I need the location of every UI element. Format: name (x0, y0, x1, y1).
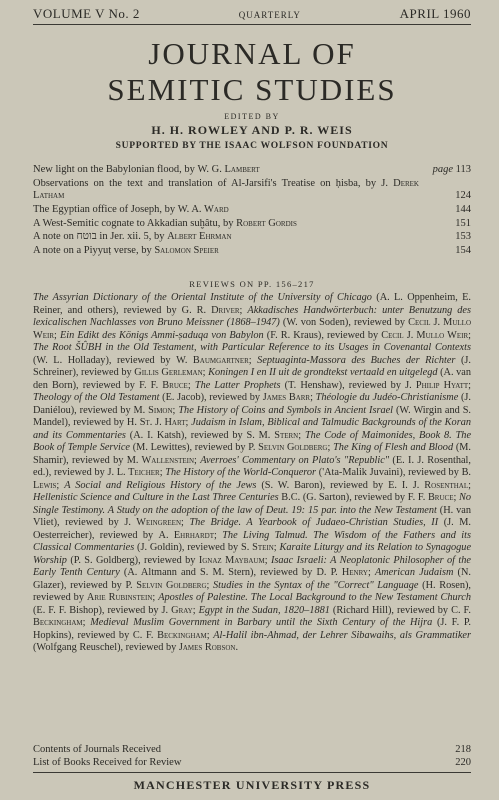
supplementary-contents (33, 743, 471, 769)
review-text: ; (192, 604, 199, 616)
volume-number: VOLUME V No. 2 (33, 6, 140, 21)
journal-title-line1: JOURNAL OF (148, 36, 356, 71)
reviewer-name: F. F. Bruce (407, 492, 454, 503)
reviewer-name: B. Lewis (33, 467, 472, 491)
article-page: 124 (455, 190, 471, 201)
review-text: (E. I. J. Rosenthal, ed.), reviewed by (33, 454, 471, 478)
reviewer-name: Ignaz Maybaum (198, 554, 265, 566)
review-book-title: Isaac Israeli: A Neoplatonic Philosopher of the Early Tenth Century (33, 554, 471, 578)
review-text: ; (202, 367, 209, 378)
review-text: (E. F. F. Bishop), reviewed by (33, 604, 162, 616)
review-text: ; (310, 392, 316, 403)
article-author: Robert Gordis (236, 217, 297, 229)
review-book-title: The Assyrian Dictionary of the Oriental Institute of the University of Chicago (33, 292, 372, 303)
reviewer-name: J. Weingreen (124, 517, 181, 528)
review-text: (N. Glazer), reviewed by (33, 567, 471, 591)
reviews-paragraph (33, 292, 471, 655)
reviewer-name: J. L. Teicher (107, 467, 160, 478)
review-text: (H. van Vliet), reviewed by (33, 504, 471, 528)
review-text: (E. Jacob), reviewed by (159, 392, 263, 403)
review-text: (Wolfgang Reuschel), reviewed by (33, 642, 179, 653)
reviewer-name: S. M. Stern (246, 429, 299, 441)
reviewer-name: James Robson (178, 642, 236, 653)
reviews-heading: REVIEWS ON PP. 156–217 (189, 279, 315, 289)
review-text: ; (327, 442, 334, 453)
review-book-title: The Bridge. A Yearbook of Judaeo-Christian Studies, II (189, 517, 439, 528)
article-title: Observations on the text and translation of Al-Jarsifi's Treatise on ḥisba, by (33, 177, 377, 189)
review-text: (J. Goldin), reviewed by (134, 542, 241, 553)
review-text: (A. L. Oppenheim, E. Reiner, and others), reviewed by (33, 292, 471, 316)
reviewer-name: W. Baumgartner (176, 354, 249, 366)
review-book-title: The History of Coins and Symbols in Ancient Israel (178, 404, 394, 416)
reviewer-name: C. F. Beckingham (132, 629, 207, 641)
review-text: (M. Shamir), reviewed by (33, 442, 471, 466)
frequency: QUARTERLY (238, 10, 301, 20)
review-text: (F. R. Kraus), reviewed by (263, 329, 382, 341)
review-text: (J. Schreiner), reviewed by (33, 354, 471, 378)
review-text: ; (367, 567, 375, 578)
reviewer-name: M. Simon (133, 404, 173, 416)
review-text: (A. Altmann and S. M. Stern), reviewed by (119, 567, 317, 578)
review-book-title: No Single Testimony. A Study on the adoption of the law of Deut. 19: 15 par. into the New Testament (33, 492, 472, 516)
reviewer-name: D. P. Henry (316, 567, 368, 578)
article-entry (33, 218, 471, 230)
review-text: ; (187, 379, 195, 391)
review-text: (P. S. Goldberg), reviewed by (66, 554, 199, 566)
article-author: W. A. Ward (177, 203, 229, 215)
review-book-title: Théologie du Judéo-Christianisme (315, 392, 459, 403)
review-text: ; (468, 379, 472, 391)
articles-list (33, 164, 471, 259)
review-text: B.C. (G. Sarton), reviewed by (278, 492, 408, 503)
review-text: (W. L. Holladay), reviewed by (33, 354, 177, 366)
reviewer-name: Gillis Gerleman (134, 367, 203, 378)
issue-header (33, 6, 471, 22)
review-text: ('Ata-Malik Juvaini), reviewed by (316, 467, 462, 478)
article-entry (33, 178, 471, 202)
review-text: (A. van den Born), reviewed by (33, 367, 471, 391)
reviewer-name: G. R. Driver (181, 304, 240, 316)
contents-entry (33, 743, 471, 756)
review-text: ; (194, 454, 201, 466)
review-text: ; (468, 329, 472, 341)
review-book-title: The Root ŠÛBH in the Old Testament, with Particular Reference to its Usages in Covenantal Contexts (33, 342, 471, 353)
review-text: ; (172, 404, 179, 416)
review-text: ; (159, 467, 166, 478)
article-title: The Egyptian office of Joseph, by (33, 203, 176, 215)
review-book-title: The King of Flesh and Blood (333, 442, 454, 453)
journal-title-line2: SEMITIC STUDIES (107, 72, 397, 107)
reviewer-name: F. F. Bruce (139, 379, 188, 391)
issue-date: APRIL 1960 (399, 6, 471, 21)
review-text: . (235, 642, 239, 653)
article-entry (33, 245, 471, 257)
article-title: A note on בוטח in Jer. xii. 5, by (33, 231, 165, 243)
review-text: ; (181, 517, 190, 528)
reviewer-name: Cecil J. Mullo Weir (381, 329, 469, 341)
header-rule (33, 24, 471, 25)
reviewer-name: Cecil J. Mullo Weir (33, 317, 471, 341)
reviewer-name: P. Selvin Goldberg (248, 442, 328, 453)
review-text: ; (468, 479, 471, 491)
review-book-title: The History of the World-Conqueror (165, 467, 317, 478)
review-text: (M. Lewittes), reviewed by (130, 442, 249, 453)
review-text: ; (206, 629, 214, 641)
article-entry (33, 231, 471, 243)
review-book-title: Judaism in Islam, Biblical and Talmudic Backgrounds of the Koran and its Commentaries (33, 417, 471, 441)
review-text: ; (152, 592, 159, 603)
contents-page: 218 (455, 744, 471, 755)
article-title: A West-Semitic cognate to Akkadian suḫâtu, by (33, 217, 234, 229)
footer-rule (33, 772, 471, 773)
review-text: ; (239, 304, 248, 316)
article-page: 153 (455, 231, 471, 243)
review-book-title: The Code of Maimonides, Book 8. The Book of Temple Service (33, 429, 472, 453)
review-book-title: A Social and Religious History of the Jews (64, 479, 257, 491)
review-book-title: Apostles of Palestine. The Local Background to the New Testament Church (158, 592, 472, 603)
reviewer-name: Arie Rubinstein (86, 592, 153, 603)
review-book-title: American Judaism (374, 567, 454, 578)
review-text: (A. I. Katsh), reviewed by (125, 429, 247, 441)
review-book-title: Karaite Liturgy and its Relation to Synagogue Worship (33, 542, 472, 566)
reviewer-name: J. Gray (161, 604, 193, 616)
article-author: Salomon Speier (154, 245, 219, 257)
review-text: ; (206, 579, 214, 591)
edited-by-label: EDITED BY (224, 112, 280, 121)
reviewer-name: E. I. J. Rosenthal (388, 479, 469, 491)
contents-label: List of Books Received for Review (33, 757, 182, 768)
article-entry (33, 164, 471, 176)
review-text: ; (56, 479, 65, 491)
review-text: ; (214, 529, 223, 541)
review-text: ; (453, 492, 459, 503)
review-text: ; (248, 354, 258, 366)
article-title: A note on a Piyyuṭ verse, by (33, 245, 152, 257)
reviewer-name: S. Stein (240, 542, 274, 553)
reviewer-name: James Barr (262, 392, 311, 403)
article-author: Albert Ehrman (167, 231, 232, 243)
article-page: 151 (455, 217, 471, 229)
review-text: ; (185, 417, 192, 428)
review-book-title: The Living Talmud. The Wisdom of the Fathers and its Classical Commentaries (33, 529, 471, 553)
review-text: (S. W. Baron), reviewed by (256, 479, 389, 491)
review-text: ; (54, 329, 60, 341)
review-book-title: Koningen I en II uit de grondtekst vertaald en uitgelegd (208, 367, 438, 378)
review-book-title: Hellenistic Science and Culture in the Last Three Centuries (33, 492, 279, 503)
article-page: 144 (455, 203, 471, 215)
review-book-title: Al-Halil ibn-Ahmad, der Lehrer Sibawaihs, als Grammatiker (213, 629, 471, 641)
review-book-title: The Latter Prophets (194, 379, 281, 391)
page-word: page (432, 164, 453, 175)
review-text: ; (264, 554, 271, 566)
article-title: New light on the Babylonian flood, by (33, 164, 195, 175)
article-page: 113 (455, 164, 471, 175)
article-page: 154 (455, 245, 471, 257)
review-book-title: Theology of the Old Testament (33, 392, 160, 403)
review-text: (T. Henshaw), reviewed by (280, 379, 406, 391)
review-book-title: Egypt in the Sudan, 1820–1881 (198, 604, 330, 616)
editor-names: H. H. ROWLEY AND P. R. WEIS (151, 123, 353, 137)
publisher-name: MANCHESTER UNIVERSITY PRESS (133, 778, 371, 792)
review-text: (J. F. P. Hopkins), reviewed by (33, 617, 471, 641)
article-author: J. Derek Latham (33, 177, 419, 201)
review-book-title: Averroes' Commentary on Plato's "Republic" (200, 454, 390, 466)
foundation-support: SUPPORTED BY THE ISAAC WOLFSON FOUNDATION (115, 141, 389, 151)
review-text: ; (82, 617, 91, 628)
review-text: (Richard Hill), reviewed by (329, 604, 452, 616)
review-book-title: Akkadisches Handwörterbuch: unter Benutzung des lexicalischen Nachlasses von Bruno Meissner (1868–1947) (33, 304, 471, 328)
article-entry (33, 204, 471, 216)
contents-label: Contents of Journals Received (33, 744, 162, 755)
review-text: (H. Rosen), reviewed by (33, 579, 471, 603)
reviewer-name: J. Philip Hyatt (405, 379, 469, 391)
review-text: (W. von Soden), reviewed by (279, 317, 409, 328)
review-book-title: Septuaginta-Massora des Buches der Richter (257, 354, 456, 366)
article-author: W. G. Lambert (197, 164, 260, 175)
contents-page: 220 (455, 757, 471, 768)
reviewer-name: A. Ehrhardt (158, 529, 214, 541)
reviewer-name: P. Selvin Goldberg (125, 579, 207, 591)
review-book-title: Medieval Muslim Government in Barbary until the Sixth Century of the Hijra (90, 617, 433, 628)
review-text: (J. M. Oesterreicher), reviewed by (33, 517, 472, 541)
review-text: ; (298, 429, 305, 441)
review-text: (W. Wirgin and S. Mandel), reviewed by (33, 404, 472, 428)
review-book-title: Studies in the Syntax of the "Correct" Language (213, 579, 419, 591)
review-book-title: Ein Edikt des Königs Ammi-ṣaduqa von Babylon (59, 329, 264, 341)
reviewer-name: M. Wallenstein (126, 454, 195, 466)
contents-entry (33, 756, 471, 769)
reviewer-name: H. St. J. Hart (126, 417, 186, 428)
cover-content (33, 0, 471, 800)
reviewer-name: C. F. Beckingham (33, 604, 472, 628)
review-text: (J. Daniélou), reviewed by (33, 392, 471, 416)
review-text: ; (273, 542, 280, 553)
